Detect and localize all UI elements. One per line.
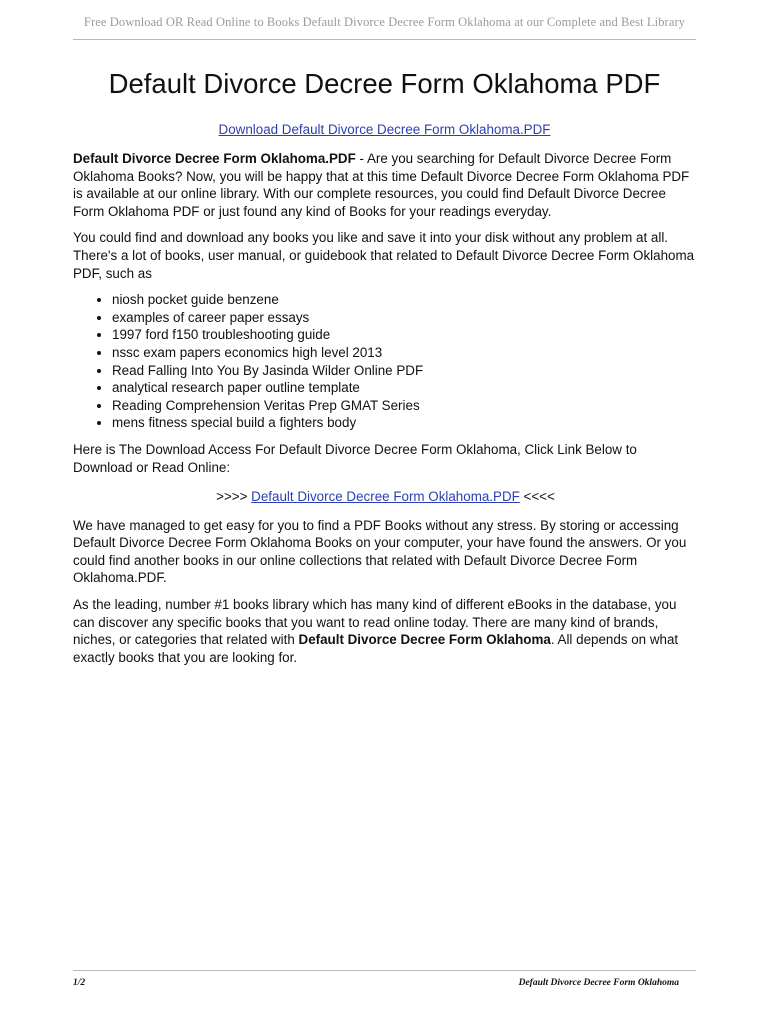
footer-divider [73, 970, 696, 971]
download-link[interactable]: Download Default Divorce Decree Form Oklahoma.PDF [218, 122, 551, 137]
header-divider [73, 39, 696, 40]
related-books-list [73, 291, 698, 432]
page-header: Free Download OR Read Online to Books Default Divorce Decree Form Oklahoma at our Complete and Best Library [83, 15, 686, 29]
paragraph5-text-before: As the leading, number #1 books library which has many kind of different eBooks in the database, you can discover any specific books that you want to read online today. There are many kind of brands, niches, or categories that related with [73, 597, 677, 648]
list-item [112, 379, 698, 397]
list-item-text: nssc exam papers economics high level 2013 [112, 344, 383, 360]
footer-page-number: 1/2 [73, 978, 86, 988]
list-item [112, 397, 698, 415]
download-access-paragraph: Here is The Download Access For Default Divorce Decree Form Oklahoma, Click Link Below to Download or Read Online: [73, 441, 637, 475]
paragraph-managed: We have managed to get easy for you to find a PDF Books without any stress. By storing or accessing Default Divorce Decree Form Oklahoma Books on your computer, your have found the answers. Or you could find another books in our online collections that related with Default Divorce Decree Form Oklahoma.PDF. [73, 517, 687, 586]
document-title: Default Divorce Decree Form Oklahoma PDF [108, 68, 661, 99]
paragraph5-bold: Default Divorce Decree Form Oklahoma [298, 632, 551, 648]
intro-bold-lead: Default Divorce Decree Form Oklahoma.PDF [73, 151, 356, 166]
access-prefix: >>>> [216, 489, 252, 505]
list-item [112, 291, 698, 309]
list-item-text: analytical research paper outline template [112, 380, 360, 396]
list-item-text: examples of career paper essays [112, 309, 310, 325]
list-item-text: Read Falling Into You By Jasinda Wilder Online PDF [112, 362, 424, 378]
list-item [112, 362, 698, 380]
list-item [112, 344, 698, 362]
access-suffix: <<<< [519, 489, 555, 505]
footer-title: Default Divorce Decree Form Oklahoma [518, 978, 679, 988]
list-item [112, 414, 698, 432]
document-body [73, 150, 698, 675]
list-item [112, 309, 698, 327]
access-download-link[interactable]: Default Divorce Decree Form Oklahoma.PDF [251, 489, 520, 505]
paragraph-leading-library [73, 596, 698, 666]
download-link-container [73, 122, 696, 137]
list-item-text: 1997 ford f150 troubleshooting guide [112, 327, 331, 343]
download-access-line [73, 488, 698, 506]
list-item-text: niosh pocket guide benzene [112, 292, 279, 308]
intro-paragraph [73, 150, 698, 220]
list-item [112, 326, 698, 344]
intro-text: - Are you searching for Default Divorce Decree Form Oklahoma Books? Now, you will be happy that at this time Default Divorce Decree Form Oklahoma PDF is available at our online library. With our complete resources, you could find Default Divorce Decree Form Oklahoma PDF or just found any kind of Books for your readings everyday. [73, 151, 690, 219]
paragraph-find-download: You could find and download any books you like and save it into your disk without any problem at all. There's a lot of books, user manual, or guidebook that related to Default Divorce Decree Form Oklahoma PDF, such as [73, 230, 695, 281]
list-item-text: Reading Comprehension Veritas Prep GMAT Series [112, 397, 420, 413]
paragraph5-text-after: . All depends on what exactly books that you are looking for. [73, 632, 679, 665]
list-item-text: mens fitness special build a fighters body [112, 415, 357, 431]
